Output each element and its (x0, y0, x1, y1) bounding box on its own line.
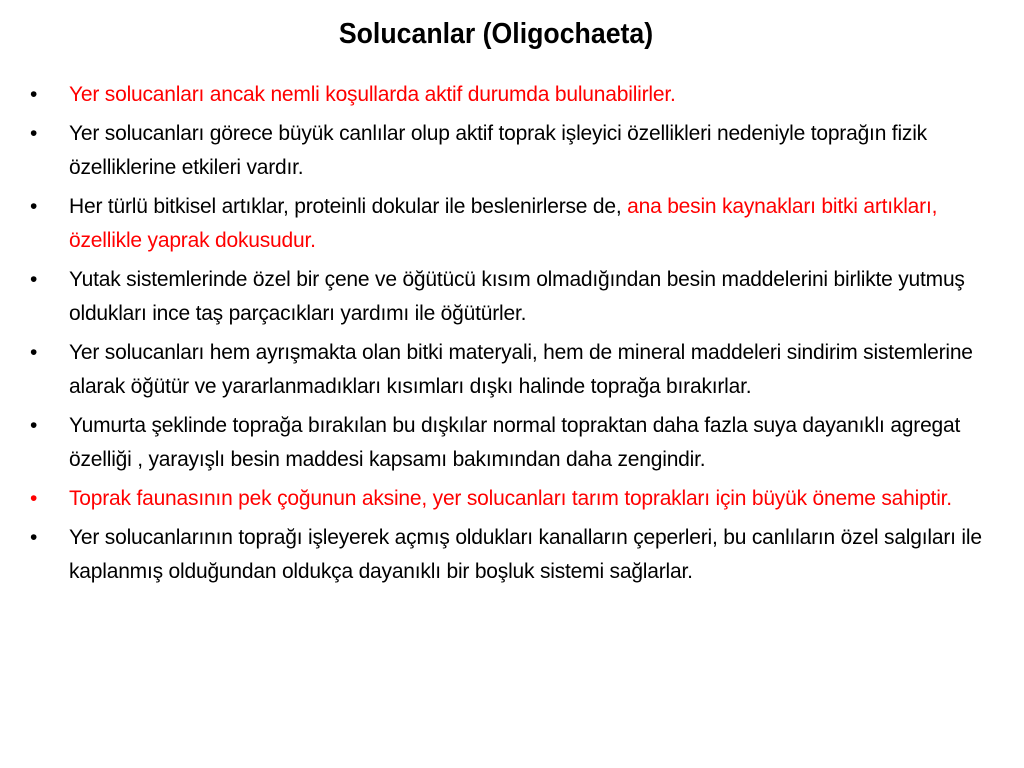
bullet-dot-icon: • (30, 487, 38, 510)
bullet-text-highlight: ana besin kaynakları bitki artıkları, özellikle yaprak dokusudur. (69, 195, 938, 252)
bullet-item (30, 78, 990, 112)
bullet-dot-icon: • (30, 414, 38, 437)
bullet-text: Toprak faunasının pek çoğunun aksine, yer solucanları tarım toprakları için büyük öneme sahiptir. (69, 487, 952, 510)
bullet-text: Yumurta şeklinde toprağa bırakılan bu dışkılar normal topraktan daha fazla suya dayanıklı agregat özelliği , yarayışlı besin maddesi kapsamı bakımından daha zengindir. (69, 414, 961, 471)
bullet-item (30, 263, 990, 331)
slide-title: Solucanlar (Oligochaeta) (338, 18, 654, 50)
bullet-item (30, 482, 990, 516)
bullet-dot-icon: • (30, 195, 38, 218)
bullet-dot-icon: • (30, 83, 38, 106)
bullet-item (30, 521, 990, 589)
bullet-text: Yer solucanları görece büyük canlılar olup aktif toprak işleyici özellikleri nedeniyle toprağın fizik özelliklerine etkileri vardır. (69, 122, 927, 179)
bullet-dot-icon: • (30, 526, 38, 549)
bullet-dot-icon: • (30, 122, 38, 145)
bullet-dot-icon: • (30, 341, 38, 364)
bullet-dot-icon: • (30, 268, 38, 291)
bullet-item (30, 190, 990, 258)
bullet-text: Yer solucanları ancak nemli koşullarda aktif durumda bulunabilirler. (69, 83, 676, 106)
bullet-text: Yer solucanları hem ayrışmakta olan bitki materyali, hem de mineral maddeleri sindirim sistemlerine alarak öğütür ve yararlanmadıkları kısımları dışkı halinde toprağa bırakırlar. (69, 341, 973, 398)
bullet-text: Her türlü bitkisel artıklar, proteinli dokular ile beslenirlerse de, (69, 195, 628, 218)
bullet-item (30, 409, 990, 477)
bullet-item (30, 117, 990, 185)
bullet-item (30, 336, 990, 404)
bullet-text: Yutak sistemlerinde özel bir çene ve öğütücü kısım olmadığından besin maddelerini birlikte yutmuş oldukları ince taş parçacıkları yardımı ile öğütürler. (69, 268, 965, 325)
bullet-text: Yer solucanlarının toprağı işleyerek açmış oldukları kanalların çeperleri, bu canlıların özel salgıları ile kaplanmış olduğundan oldukça dayanıklı bir boşluk sistemi sağlarlar. (69, 526, 982, 583)
bullet-list (30, 78, 990, 594)
